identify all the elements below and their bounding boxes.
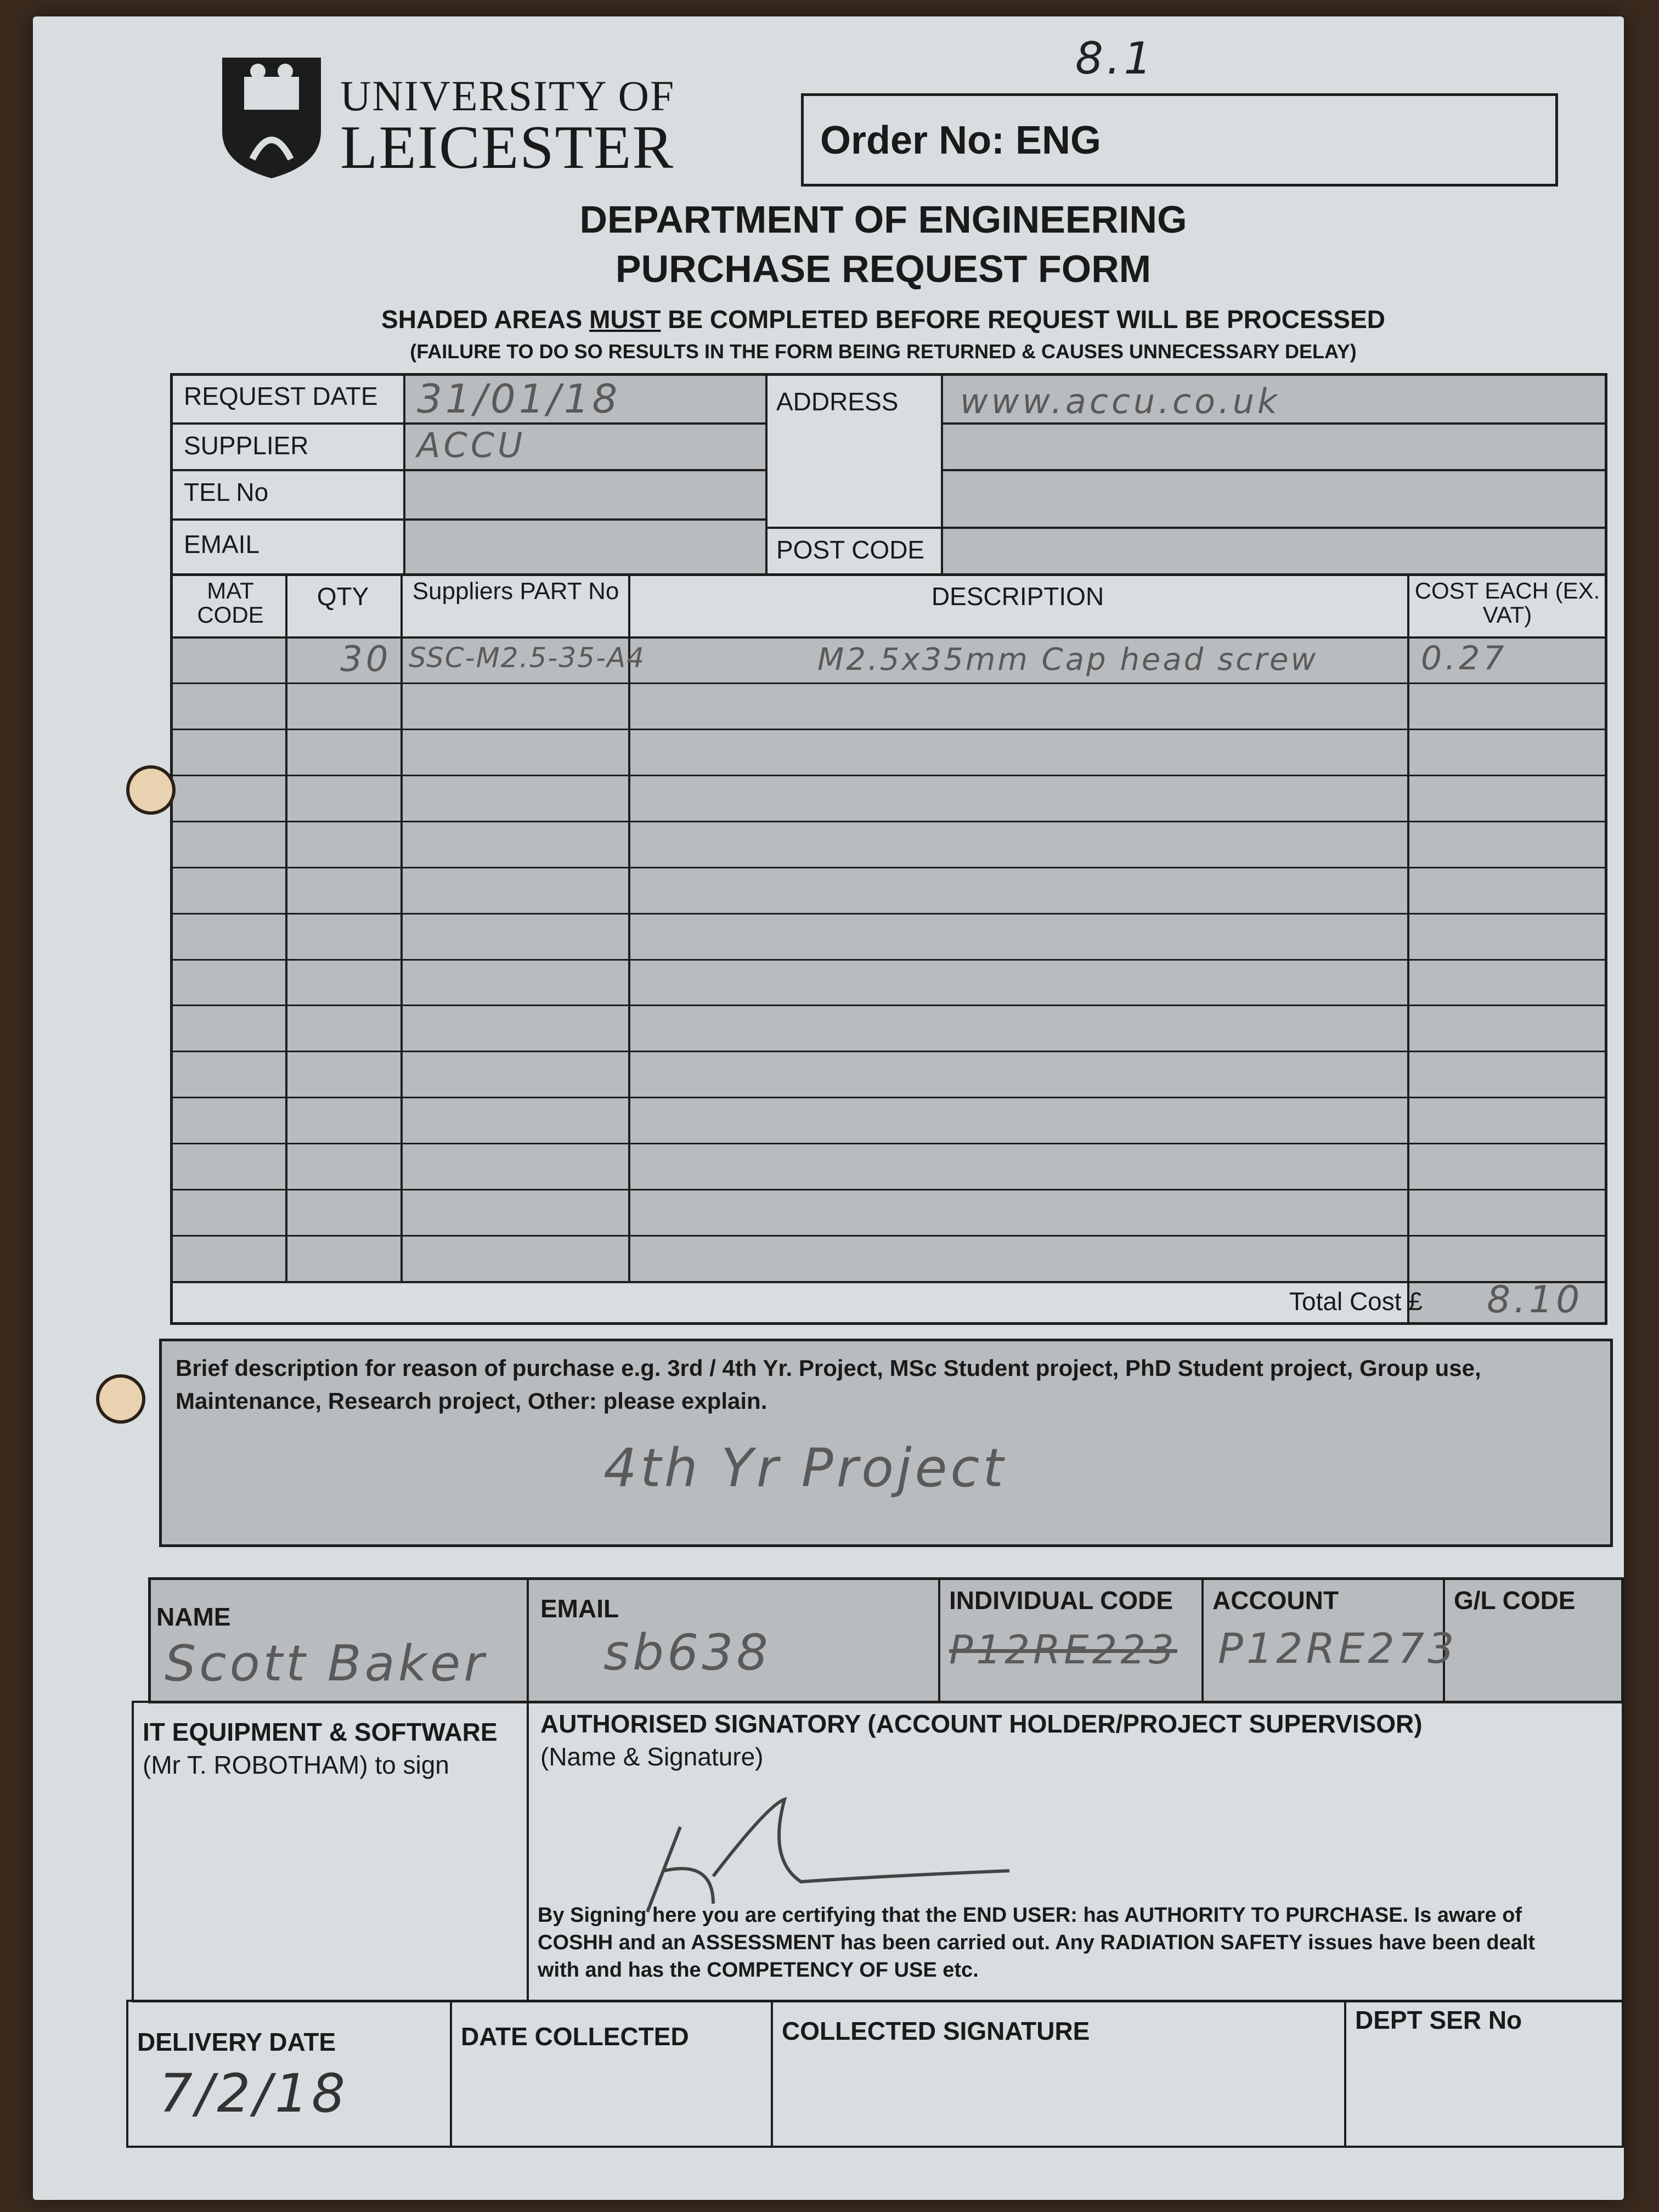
row1-description[interactable]: M2.5x35mm Cap head screw <box>817 642 1318 678</box>
requester-email-value[interactable]: sb638 <box>603 1624 771 1681</box>
punch-hole-bottom <box>96 1374 145 1424</box>
auth-label-2: (Name & Signature) <box>540 1742 764 1771</box>
postcode-label: POST CODE <box>776 535 925 564</box>
col-part-no: Suppliers PART No <box>412 578 619 605</box>
account-value[interactable]: P12RE273 <box>1218 1624 1458 1673</box>
total-value[interactable]: 8.10 <box>1487 1278 1583 1322</box>
request-date-value[interactable]: 31/01/18 <box>417 376 621 422</box>
tel-label: TEL No <box>184 478 269 506</box>
item-row-divider <box>170 821 1607 822</box>
item-row-divider <box>170 729 1607 730</box>
col-cost-each: COST EACH (EX. VAT) <box>1414 578 1600 628</box>
account-label: ACCOUNT <box>1212 1586 1339 1615</box>
col-mat-code: MAT CODE <box>197 578 264 628</box>
supplier-label: SUPPLIER <box>184 431 309 460</box>
name-value[interactable]: Scott Baker <box>165 1635 488 1692</box>
item-row-divider <box>170 959 1607 961</box>
request-date-label: REQUEST DATE <box>184 382 378 410</box>
collected-signature-label: COLLECTED SIGNATURE <box>782 2017 1090 2045</box>
item-row-divider <box>170 1005 1607 1006</box>
shaded-note-a: SHADED AREAS <box>381 305 590 334</box>
it-label-2: (Mr T. ROBOTHAM) to sign <box>143 1751 449 1779</box>
delivery-date-value[interactable]: 7/2/18 <box>159 2063 348 2124</box>
reason-value[interactable]: 4th Yr Project <box>603 1437 1007 1499</box>
shaded-note-c: BE COMPLETED BEFORE REQUEST WILL BE PROCESSED <box>661 305 1385 334</box>
item-row-divider <box>170 1189 1607 1190</box>
item-row-divider <box>170 775 1607 776</box>
failure-note: (FAILURE TO DO SO RESULTS IN THE FORM BEING RETURNED & CAUSES UNNECESSARY DELAY) <box>410 340 1357 363</box>
logo-line2: LEICESTER <box>340 114 675 182</box>
reason-prompt-1: Brief description for reason of purchase e.g. 3rd / 4th Yr. Project, MSc Student project, PhD Student project, Group use, <box>176 1355 1481 1381</box>
shaded-note <box>33 304 1659 334</box>
total-label: Total Cost £ <box>1289 1287 1423 1316</box>
cert-line-3: with and has the COMPETENCY OF USE etc. <box>538 1959 979 1982</box>
date-collected-label: DATE COLLECTED <box>461 2022 689 2051</box>
reason-prompt-2: Maintenance, Research project, Other: please explain. <box>176 1388 768 1414</box>
item-row-divider <box>170 1051 1607 1052</box>
requester-email-label: EMAIL <box>540 1594 619 1623</box>
punch-hole-top <box>126 765 176 815</box>
col-description: DESCRIPTION <box>931 582 1104 611</box>
form-title: PURCHASE REQUEST FORM <box>615 247 1152 290</box>
item-row-divider <box>170 1143 1607 1144</box>
logo-line1: UNIVERSITY OF <box>340 72 675 120</box>
individual-code-label: INDIVIDUAL CODE <box>949 1586 1173 1615</box>
purchase-form-paper <box>33 16 1624 2200</box>
corner-note: 8.1 <box>1075 33 1155 84</box>
auth-label-1: AUTHORISED SIGNATORY (ACCOUNT HOLDER/PROJECT SUPERVISOR) <box>540 1709 1423 1738</box>
items-table <box>170 573 1607 1325</box>
item-row-divider <box>170 1235 1607 1237</box>
item-row-divider <box>170 867 1607 868</box>
order-no-box <box>801 93 1558 187</box>
total-row <box>173 1281 1407 1322</box>
address-label: ADDRESS <box>776 387 899 416</box>
row1-qty[interactable]: 30 <box>340 639 392 680</box>
shaded-note-must: MUST <box>589 305 661 334</box>
col-qty: QTY <box>317 582 369 611</box>
item-row-divider <box>170 682 1607 684</box>
dept-title: DEPARTMENT OF ENGINEERING <box>579 198 1187 241</box>
supplier-value[interactable]: ACCU <box>417 425 526 465</box>
name-label: NAME <box>156 1602 231 1631</box>
row1-cost-each[interactable]: 0.27 <box>1421 639 1508 678</box>
cert-line-2: COSHH and an ASSESSMENT has been carried out. Any RADIATION SAFETY issues have been dealt <box>538 1931 1536 1954</box>
item-row-divider <box>170 1097 1607 1098</box>
item-row-divider <box>170 913 1607 915</box>
email-label: EMAIL <box>184 530 260 558</box>
delivery-date-label: DELIVERY DATE <box>137 2028 336 2056</box>
row1-part-no[interactable]: SSC-M2.5-35-A4 <box>409 642 646 674</box>
cert-line-1: By Signing here you are certifying that the END USER: has AUTHORITY TO PURCHASE. Is aware of <box>538 1904 1522 1927</box>
university-crest-icon <box>219 55 324 181</box>
dept-ser-label: DEPT SER No <box>1355 2006 1522 2034</box>
gl-code-label: G/L CODE <box>1454 1586 1576 1615</box>
individual-code-value[interactable]: P12RE223 <box>949 1627 1177 1673</box>
address-value[interactable]: www.accu.co.uk <box>960 381 1280 421</box>
it-label-1: IT EQUIPMENT & SOFTWARE <box>143 1718 498 1746</box>
order-no: Order No: ENG <box>820 119 1102 162</box>
